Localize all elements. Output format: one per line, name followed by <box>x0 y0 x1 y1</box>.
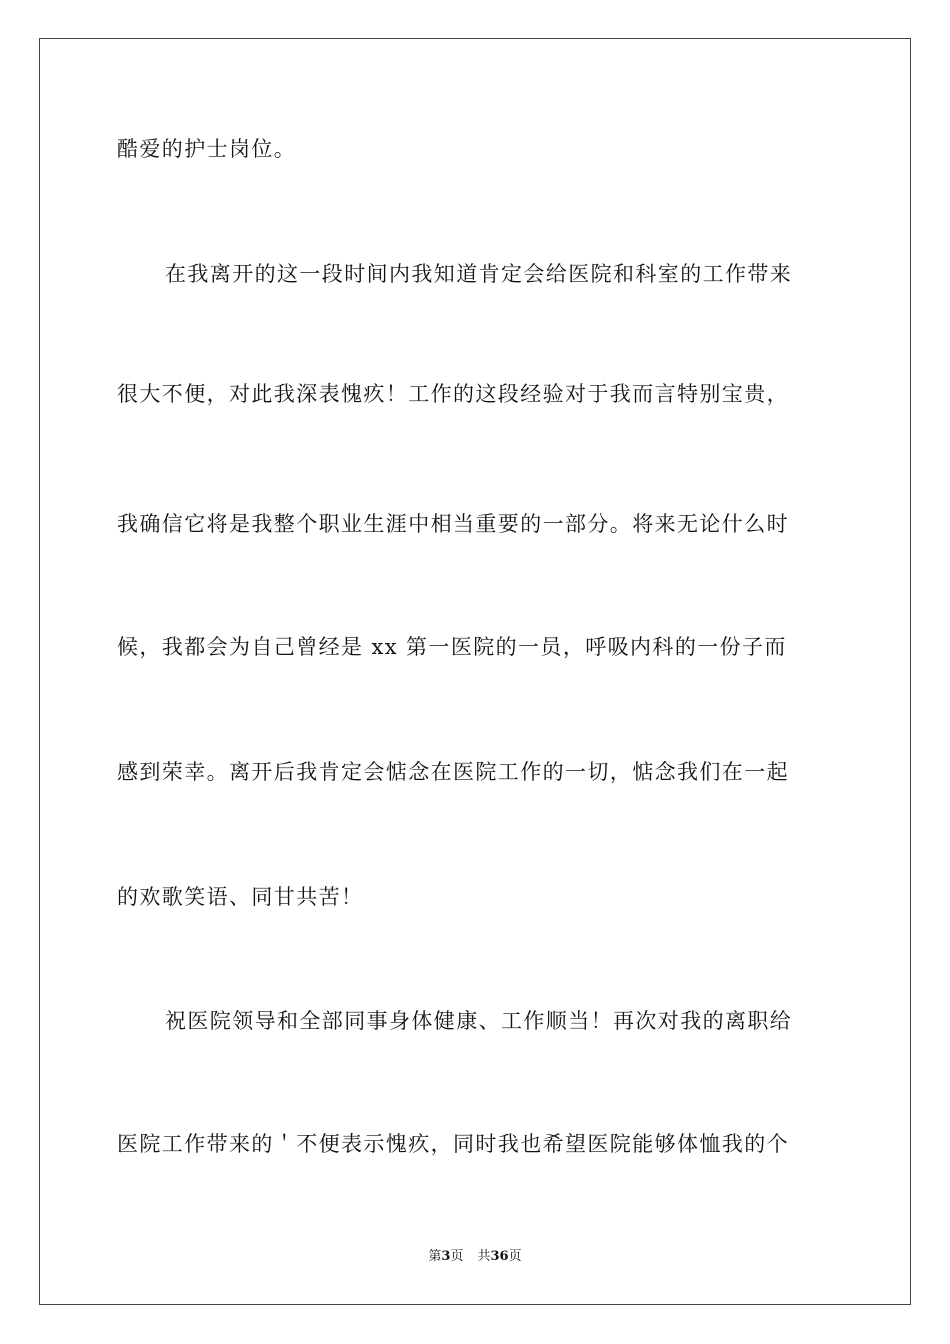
page-border <box>39 38 911 1305</box>
page-number: 3 <box>441 1249 451 1264</box>
paragraph-line-2: 在我离开的这一段时间内我知道肯定会给医院和科室的工作带来 <box>165 262 793 286</box>
paragraph-line-3: 很大不便，对此我深表愧疚！工作的这段经验对于我而言特别宝贵， <box>117 382 789 406</box>
page-prefix: 第 <box>428 1249 442 1264</box>
paragraph-line-5: 候，我都会为自己曾经是 xx 第一医院的一员，呼吸内科的一份子而 <box>117 635 787 659</box>
paragraph-line-4: 我确信它将是我整个职业生涯中相当重要的一部分。将来无论什么时 <box>117 512 789 536</box>
paragraph-line-9: 医院工作带来的＇不便表示愧疚，同时我也希望医院能够体恤我的个 <box>117 1132 789 1156</box>
paragraph-line-6: 感到荣幸。离开后我肯定会惦念在医院工作的一切，惦念我们在一起 <box>117 760 789 784</box>
paragraph-line-1: 酷爱的护士岗位。 <box>117 137 297 161</box>
paragraph-line-8: 祝医院领导和全部同事身体健康、工作顺当！再次对我的离职给 <box>165 1009 793 1033</box>
paragraph-line-7: 的欢歌笑语、同甘共苦！ <box>117 885 364 909</box>
total-suffix: 页 <box>508 1249 522 1264</box>
total-pages: 36 <box>490 1249 509 1264</box>
page-footer <box>0 1248 950 1266</box>
total-prefix: 共 <box>477 1249 491 1264</box>
page-suffix: 页 <box>450 1249 464 1264</box>
